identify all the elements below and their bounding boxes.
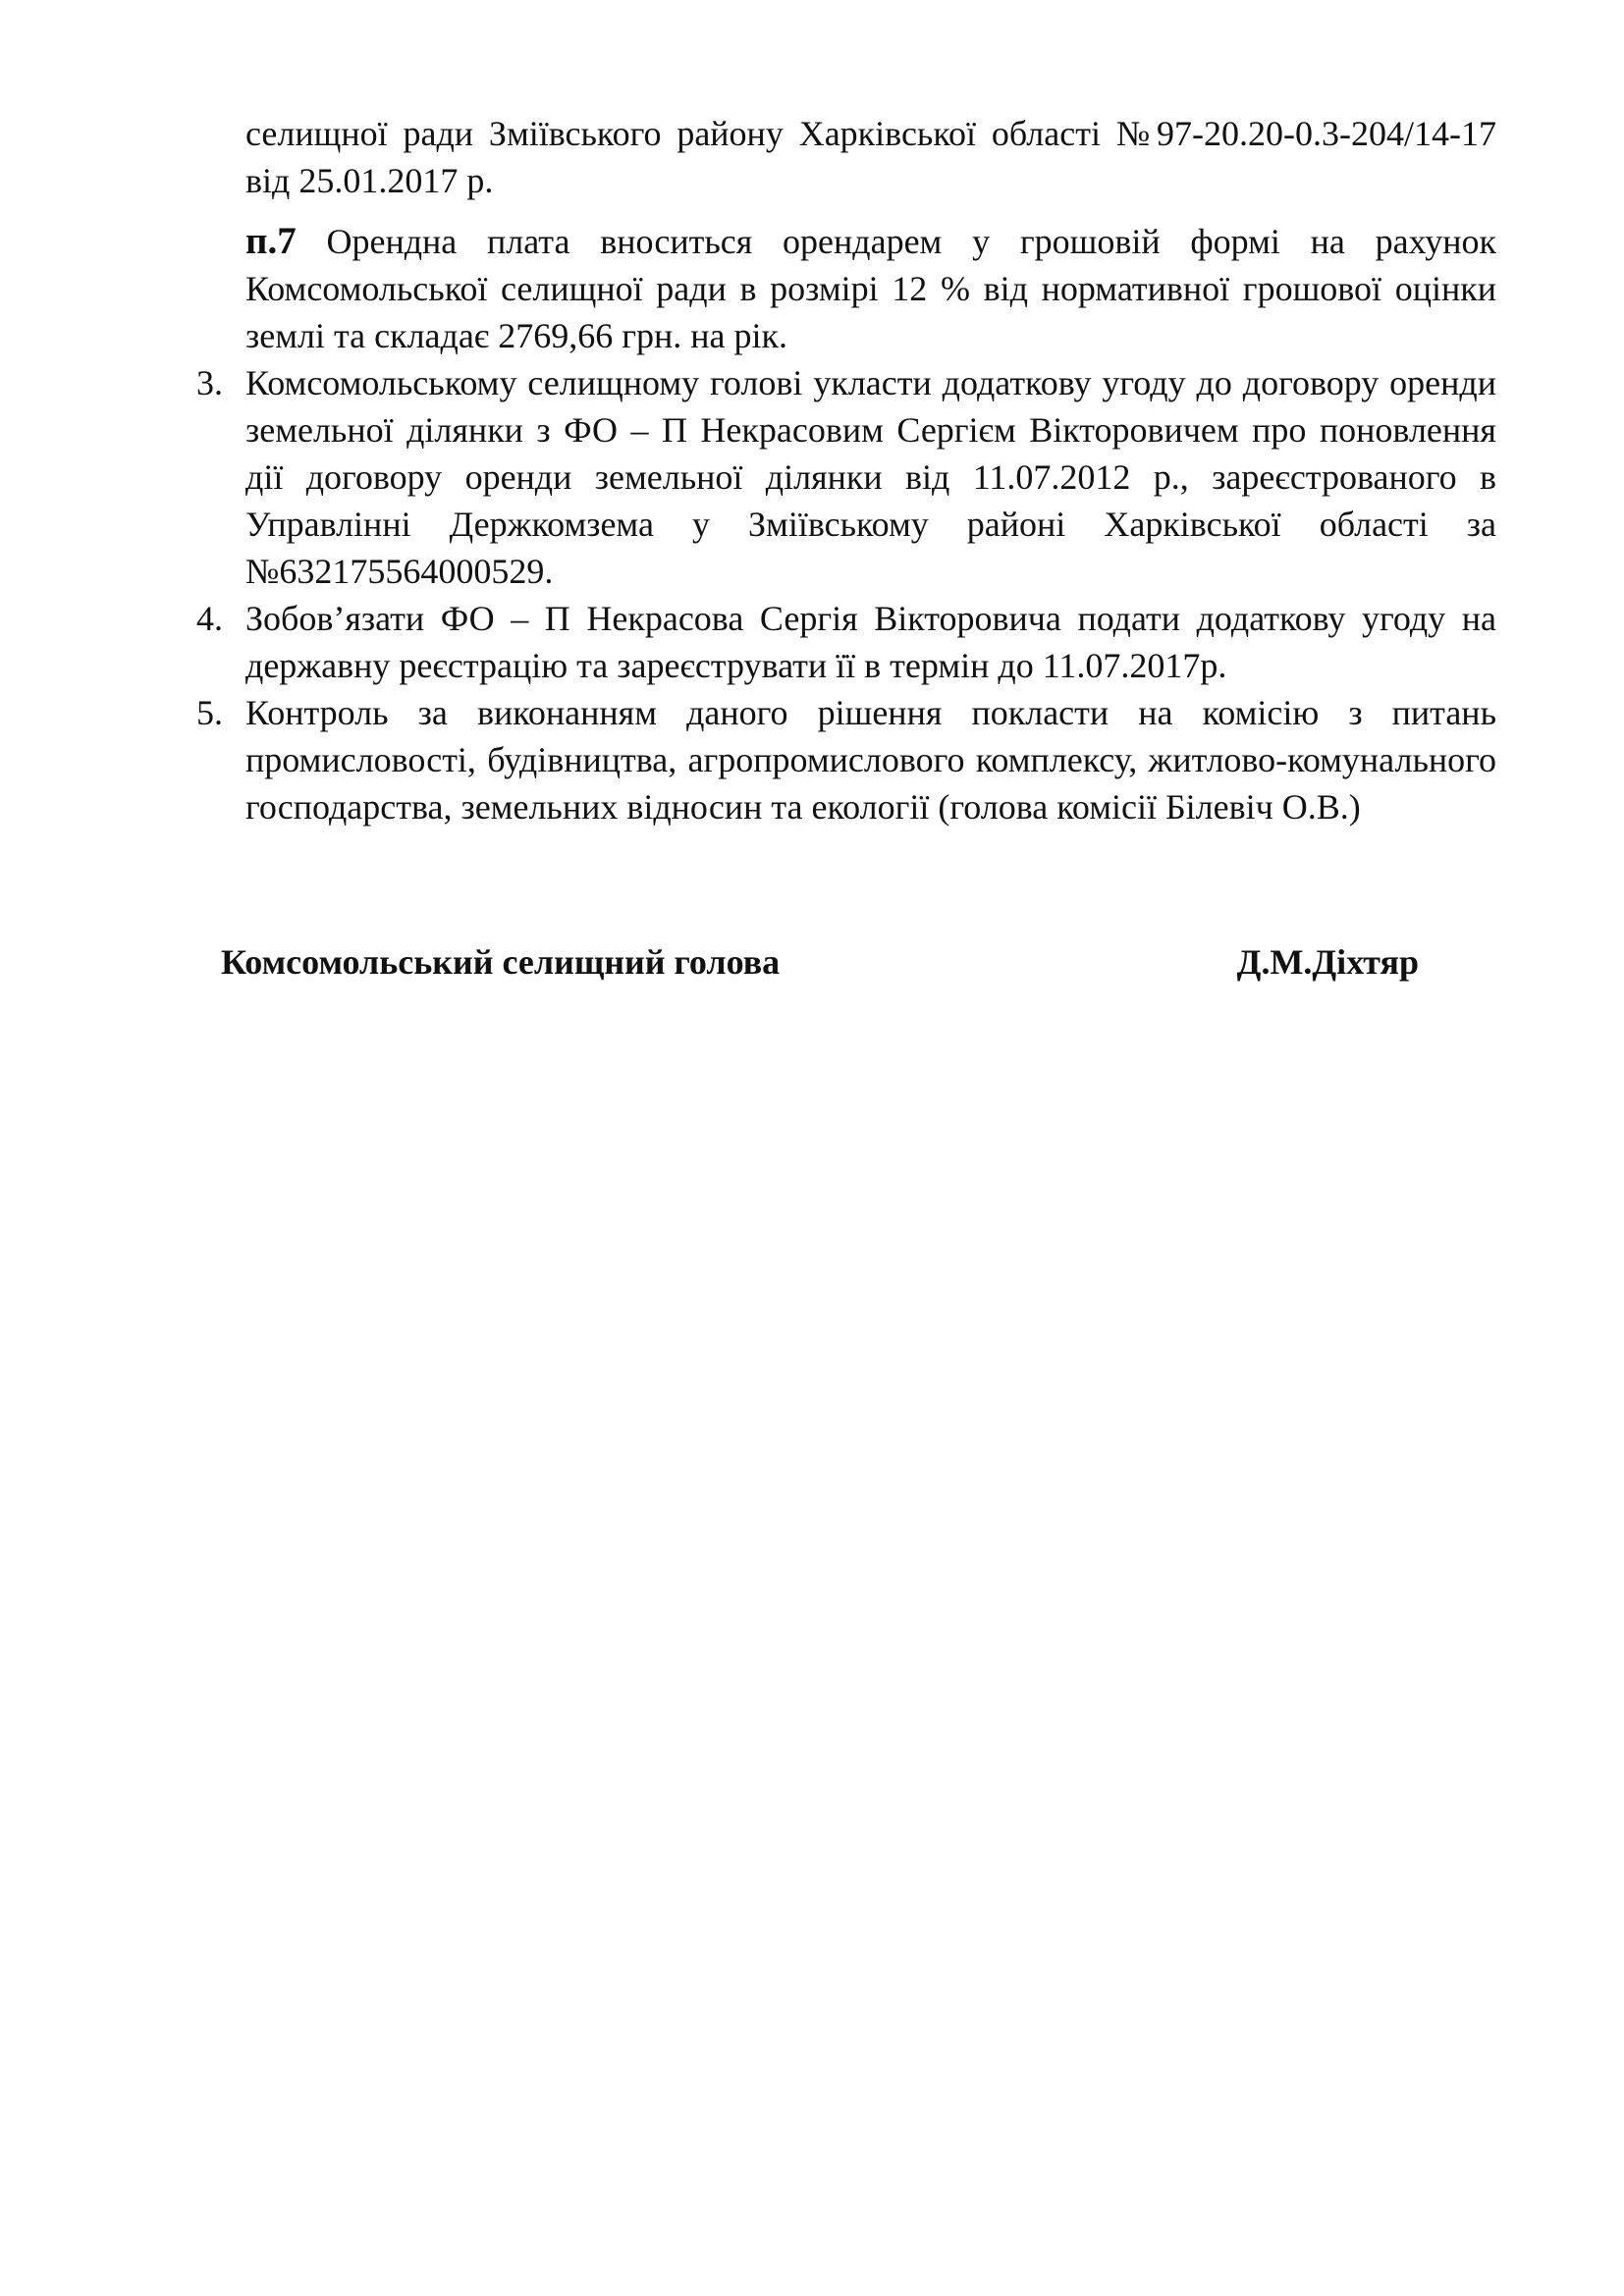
item-number: 5. — [196, 693, 223, 732]
signatory-title: Комсомольський селищний голова — [221, 942, 781, 982]
continuation-paragraph: селищної ради Зміївського району Харківської області №97-20.20-0.3-204/14-17 від 25.01.2017 р. — [245, 114, 1496, 200]
item-number: 3. — [196, 363, 223, 402]
list-item — [196, 595, 1496, 689]
signatory-name: Д.М.Діхтяр — [1236, 942, 1419, 982]
list-item — [196, 359, 1496, 595]
document-body — [196, 110, 1496, 830]
clause-7-paragraph — [245, 218, 1496, 359]
list-item — [196, 689, 1496, 830]
decision-items-list — [196, 359, 1496, 830]
signature-block — [221, 938, 1419, 986]
item-text: Зобов’язати ФО – П Некрасова Сергія Вікторовича подати додаткову угоду на державну реєстрацію та зареєструвати її в термін до 11.07.2017р. — [245, 599, 1496, 685]
item-text: Комсомольському селищному голові укласти додаткову угоду до договору оренди земельної ділянки з ФО – П Некрасовим Сергієм Вікторовичем про поновлення дії договору оренди земельної ділянки від 11.07.2012 р., зареєстрованого в Управлінні Держкомзема у Зміївському районі Харківської області за №632175564000529. — [245, 363, 1496, 591]
clause-7-label: п.7 — [245, 220, 297, 262]
item-text: Контроль за виконанням даного рішення покласти на комісію з питань промисловості, будівництва, агропромислового комплексу, житлово-комунального господарства, земельних відносин та екології (голова комісії Білевіч О.В.) — [245, 693, 1496, 827]
item-number: 4. — [196, 599, 223, 638]
clause-7-text: Орендна плата вноситься орендарем у грошовій формі на рахунок Комсомольської селищної ради в розмірі 12 % від нормативної грошової оцінки землі та складає 2769,66 грн. на рік. — [245, 222, 1496, 355]
